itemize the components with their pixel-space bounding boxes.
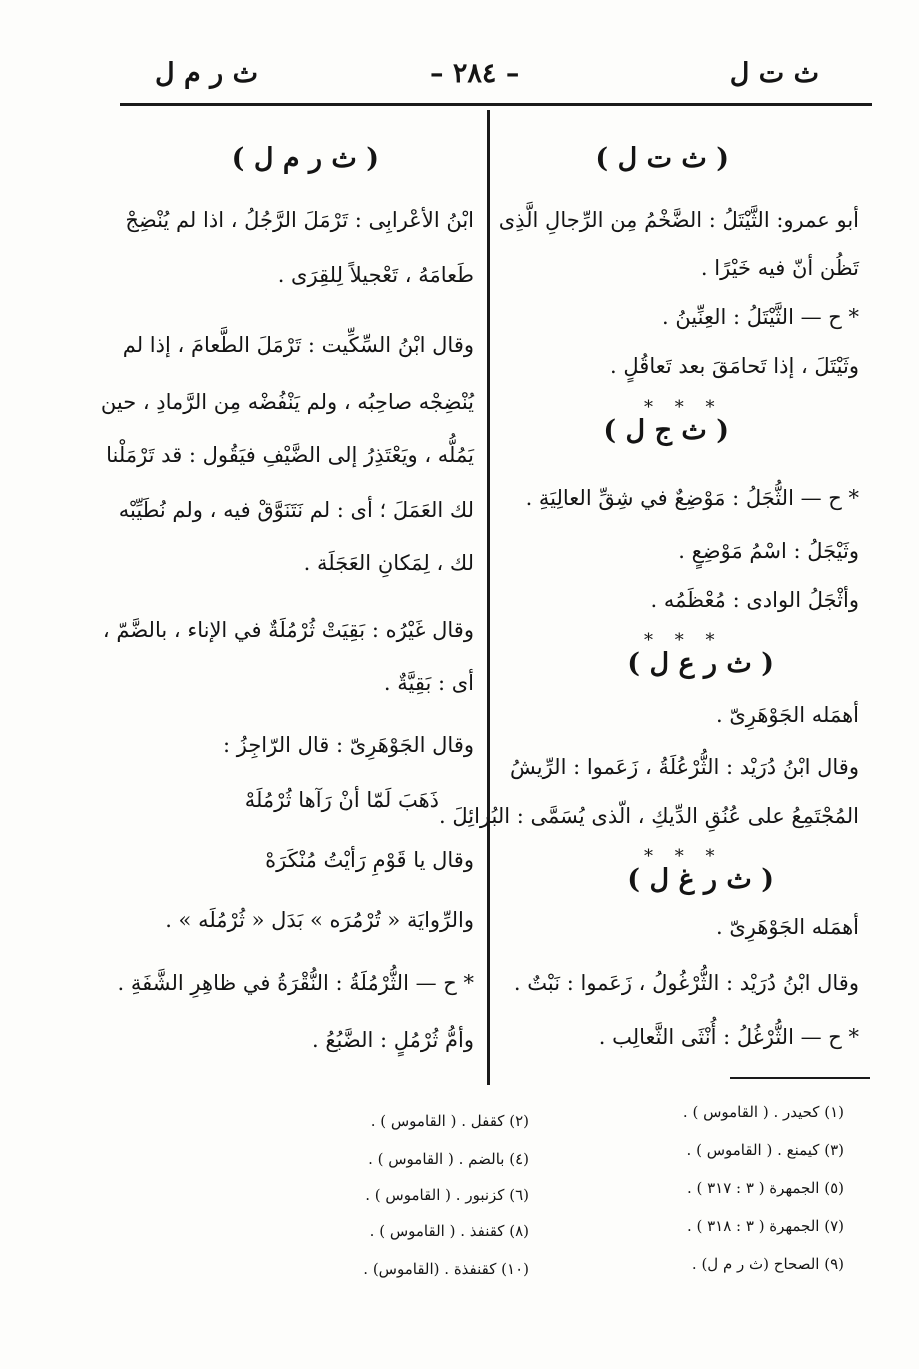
column-divider — [487, 110, 490, 1085]
footnote: (٥) الجمهرة ( ٣ : ٣١٧ ) . — [686, 1179, 844, 1197]
text-line: وثَيْجَلُ : اسْمُ مَوْضِعٍ . — [678, 539, 859, 563]
text-line: لك ، لِمَكانِ العَجَلَة . — [303, 551, 474, 575]
section-stars: * * * — [644, 630, 723, 651]
footnote: (٤) بالضم . ( القاموس ) . — [368, 1150, 529, 1168]
entry-heading-thrgl: ( ث ر غ ل ) — [627, 864, 774, 895]
footnote-rule — [730, 1077, 870, 1079]
text-line: * ح — الثَّيْتَلُ : العِنِّينُ . — [661, 305, 859, 329]
text-line: * ح — الثُّرْمُلَةُ : النُّقْرَةُ في ظاهِرِ الشَّفَةِ . — [117, 971, 474, 995]
header-right-root: ث ت ل — [729, 58, 819, 89]
text-line: والرِّوايَة « تُرْمُرَه » بَدَل « ثُرْمُلَه » . — [165, 908, 474, 932]
verse-line: وقال يا قَوْمِ رَأيْتُ مُنْكَرَهْ — [265, 848, 474, 872]
header-rule — [120, 103, 872, 106]
text-line: وقال ابْنُ دُرَيْد : الثُّرْعُلَةُ ، زَعَموا : الرِّيشُ — [509, 755, 859, 779]
text-line: * ح — الثُّرْغُلُ : أُنْثَى الثَّعالِب . — [598, 1025, 859, 1049]
text-line: يَمُلُّه ، ويَعْتَذِرُ إلى الضَّيْفِ فيَقُول : قد تَرْمَلْنا — [106, 443, 474, 467]
text-line: وقال الجَوْهَرِىّ : قال الرّاجِزُ : — [222, 733, 474, 757]
entry-heading-thrl: ( ث ر ع ل ) — [627, 648, 774, 679]
text-line: أبو عمرو: الثَّيْتَلُ : الضَّخْمُ مِن الرِّجالِ الَّذِى — [498, 208, 859, 232]
text-line: وأمُّ ثُرْمُلٍ : الضَّبُعُ . — [312, 1028, 474, 1052]
entry-heading-thjl: ( ث ج ل ) — [603, 415, 729, 446]
footnote: (١٠) كقنفذة . (القاموس) . — [363, 1260, 529, 1278]
page-number: – ٢٨٤ – — [430, 58, 520, 89]
verse-line: ذَهَبَ لَمّا أنْ رَآها ثُرْمُلَهْ — [244, 788, 439, 812]
section-stars: * * * — [644, 846, 723, 867]
text-line: وقال غَيْرُه : بَقِيَتْ ثُرْمُلَةٌ في الإناء ، بالضَّمّ ، — [102, 618, 474, 642]
entry-heading-thrml: ( ث ر م ل ) — [231, 143, 379, 174]
text-line: ابْنُ الأعْرابِى : تَرْمَلَ الرَّجُلُ ، اذا لم يُنْضِجْ — [125, 208, 474, 232]
text-line: أهمَله الجَوْهَرِىّ . — [715, 703, 859, 727]
footnote: (٢) كقفل . ( القاموس ) . — [370, 1112, 529, 1130]
text-line: طَعامَهُ ، تَعْجيلاً لِلقِرَى . — [277, 263, 474, 287]
footnote: (٣) كيمنع . ( القاموس ) . — [686, 1141, 844, 1159]
text-line: وثَيْتَلَ ، إذا تَحامَقَ بعد تَعاقُلٍ . — [610, 354, 859, 378]
footnote: (١) كحيدر . ( القاموس ) . — [682, 1103, 844, 1121]
text-line: أهمَله الجَوْهَرِىّ . — [715, 915, 859, 939]
text-line: المُجْتَمِعُ على عُنُقِ الدِّيكِ ، الّذى يُسَمَّى : البُرائِلَ . — [438, 804, 859, 828]
text-line: وقال ابْنُ السِّكِّيت : تَرْمَلَ الطَّعامَ ، إذا لم — [122, 333, 474, 357]
text-line: * ح — الثُّجَلُ : مَوْضِعٌ في شِقِّ العالِيَةِ . — [525, 486, 859, 510]
footnote: (٩) الصحاح (ث ر م ل) . — [691, 1255, 844, 1273]
text-line: أى : بَقِيَّةٌ . — [383, 671, 474, 695]
text-line: وقال ابْنُ دُرَيْد : الثُّرْغُولُ ، زَعَموا : نَبْتٌ . — [513, 971, 859, 995]
entry-heading-thtl: ( ث ت ل ) — [595, 143, 729, 174]
section-stars: * * * — [644, 397, 723, 418]
footnote: (٧) الجمهرة ( ٣ : ٣١٨ ) . — [686, 1217, 844, 1235]
text-line: لك العَمَلَ ؛ أى : لم نَتَنَوَّقْ فيه ، ولم نُطَيِّبْه — [118, 498, 474, 522]
text-line: يُنْضِجْه صاحِبُه ، ولم يَنْفُضْه مِن الرَّمادِ ، حين — [100, 390, 474, 414]
footnote: (٦) كزنبور . ( القاموس ) . — [365, 1186, 529, 1204]
text-line: وأثْجَلُ الوادى : مُعْظَمُه . — [650, 588, 859, 612]
header-left-root: ث ر م ل — [155, 58, 258, 89]
text-line: تَظُن أنّ فيه خَيْرًا . — [700, 256, 859, 280]
footnote: (٨) كقنفذ . ( القاموس ) . — [369, 1222, 529, 1240]
